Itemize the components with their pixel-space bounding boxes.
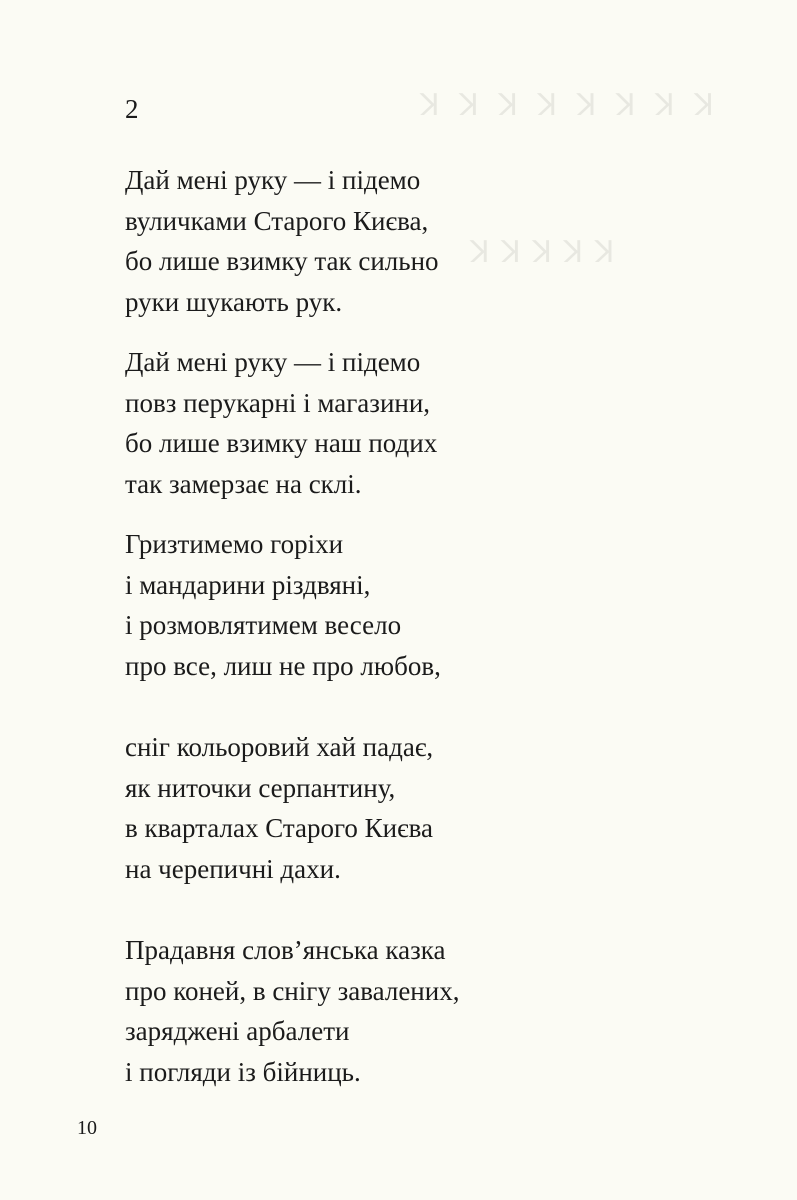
stanza [125,930,645,1092]
poem-line: вуличками Старого Києва, [125,205,429,236]
poem-line: і розмовлятимем весело [125,610,402,640]
poem-line: повз перукарні і магазини, [125,387,431,418]
poem-line: на черепичні дахи. [125,853,341,884]
poem-line: руки шукають рук. [125,286,343,317]
poem-line: Дай мені руку — і підемо [125,347,421,377]
poem-line: Дай мені руку — і підемо [125,165,421,195]
poem-line: так замерзає на склі. [125,468,362,499]
poem-line: Гризтимемо горіхи [125,529,344,559]
poem-line: заряджені арбалети [125,1016,350,1046]
stanza [125,342,645,504]
poem-line: і мандарини різдвяні, [125,569,371,600]
bleed-through-text: ꓘ ꓘ ꓘ ꓘ ꓘ [470,236,617,269]
stanza [125,524,645,686]
poem-line: бо лише взимку наш подих [125,428,438,458]
poem-line: як ниточки серпантину, [125,772,396,803]
poem-line: про все, лиш не про любов, [125,650,441,681]
poem-line: бо лише взимку так сильно [125,246,439,276]
stanza [125,160,645,322]
poem-line: і погляди із бійниць. [125,1056,361,1087]
bleed-through-text: ꓘ ꓘ ꓘ ꓘ ꓘ ꓘ ꓘ ꓘ [420,89,720,122]
poem-number: 2 [125,94,139,124]
stanza [125,727,645,889]
poem-line: сніг кольоровий хай падає, [125,732,434,762]
poem-line: про коней, в снігу завалених, [125,975,460,1006]
poem-line: в кварталах Старого Києва [125,813,434,843]
page-number: 10 [77,1117,97,1139]
poem-line: Прадавня слов’янська казка [125,935,446,965]
poem-body [125,160,645,1092]
